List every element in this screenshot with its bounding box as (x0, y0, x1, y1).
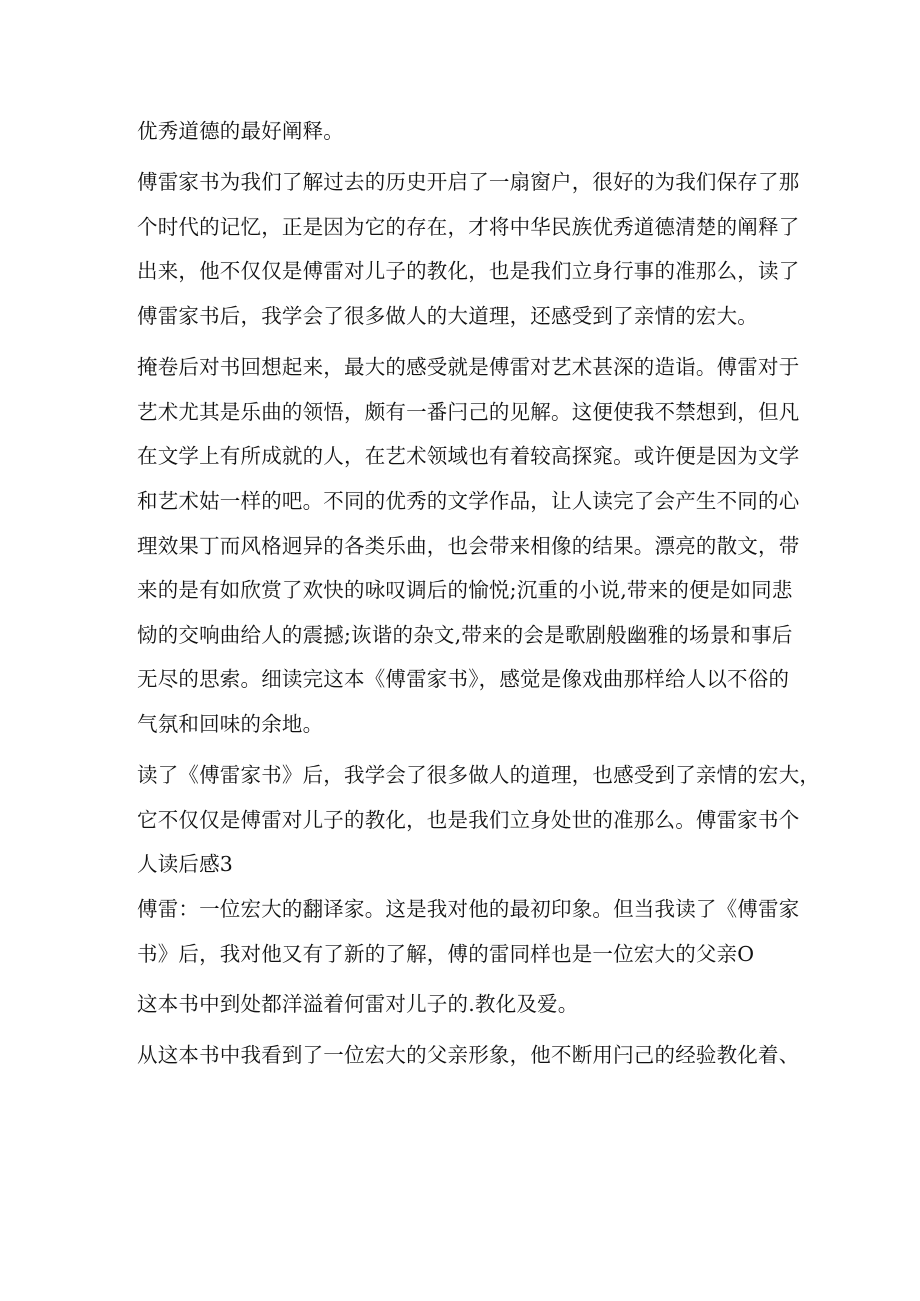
text-line: 这本书中到处都洋溢着何雷对儿子的.教化及爱。 (137, 992, 579, 1016)
text-line: 个时代的记忆，正是因为它的存在，才将中华民族优秀道德清楚的阐释了 (137, 215, 800, 239)
text-line: 书》后，我对他又有了新的了解，傅的雷同样也是一位宏大的父亲O (137, 942, 755, 966)
text-line: 读了《傅雷家书》后，我学会了很多做人的道理，也感受到了亲情的宏大， (137, 763, 821, 787)
text-line: 人读后感3 (137, 852, 234, 876)
text-line: 恸的交响曲给人的震撼;诙谐的杂文,带来的会是歌剧般幽雅的场景和事后 (137, 623, 793, 647)
text-line: 它不仅仅是傅雷对儿子的教化，也是我们立身处世的准那么。傅雷家书个 (137, 808, 800, 832)
text-line: 从这本书中我看到了一位宏大的父亲形象，他不断用闩己的经验教化着、 (137, 1043, 800, 1067)
text-line: 和艺术姑一样的吧。不同的优秀的文学作品，让人读完了会产生不同的心 (137, 489, 800, 513)
text-line: 优秀道德的最好阐释。 (137, 119, 344, 143)
text-line: 气氛和回味的余地。 (137, 712, 324, 736)
text-line: 理效果丁而风格迥异的各类乐曲，也会带来相像的结果。漂亮的散文，带 (137, 534, 800, 558)
text-line: 傅雷家书后，我学会了很多做人的大道理，还感受到了亲情的宏大。 (137, 304, 758, 328)
text-line: 傅雷家书为我们了解过去的历史开启了一扇窗户，很好的为我们保存了那 (137, 170, 800, 194)
text-line: 掩卷后对书回想起来，最大的感受就是傅雷对艺术甚深的造诣。傅雷对于 (137, 355, 800, 379)
text-line: 无尽的思索。细读完这本《傅雷家书》，感觉是像戏曲那样给人以不俗的 (137, 667, 790, 691)
text-line: 在文学上有所成就的人，在艺术领域也有着较高探窕。或许便是因为文学 (137, 444, 800, 468)
text-line: 傅雷：一位宏大的翻译家。这是我对他的最初印象。但当我读了《傅雷家 (137, 897, 800, 921)
text-line: 艺术尤其是乐曲的领悟，颇有一番闩己的见解。这便使我不禁想到，但凡 (137, 400, 800, 424)
text-line: 出来，他不仅仅是傅雷对儿子的教化，也是我们立身行事的准那么，读了 (137, 259, 800, 283)
text-line: 来的是有如欣赏了欢快的咏叹调后的愉悦;沉重的小说,带来的便是如同悲 (137, 578, 793, 602)
